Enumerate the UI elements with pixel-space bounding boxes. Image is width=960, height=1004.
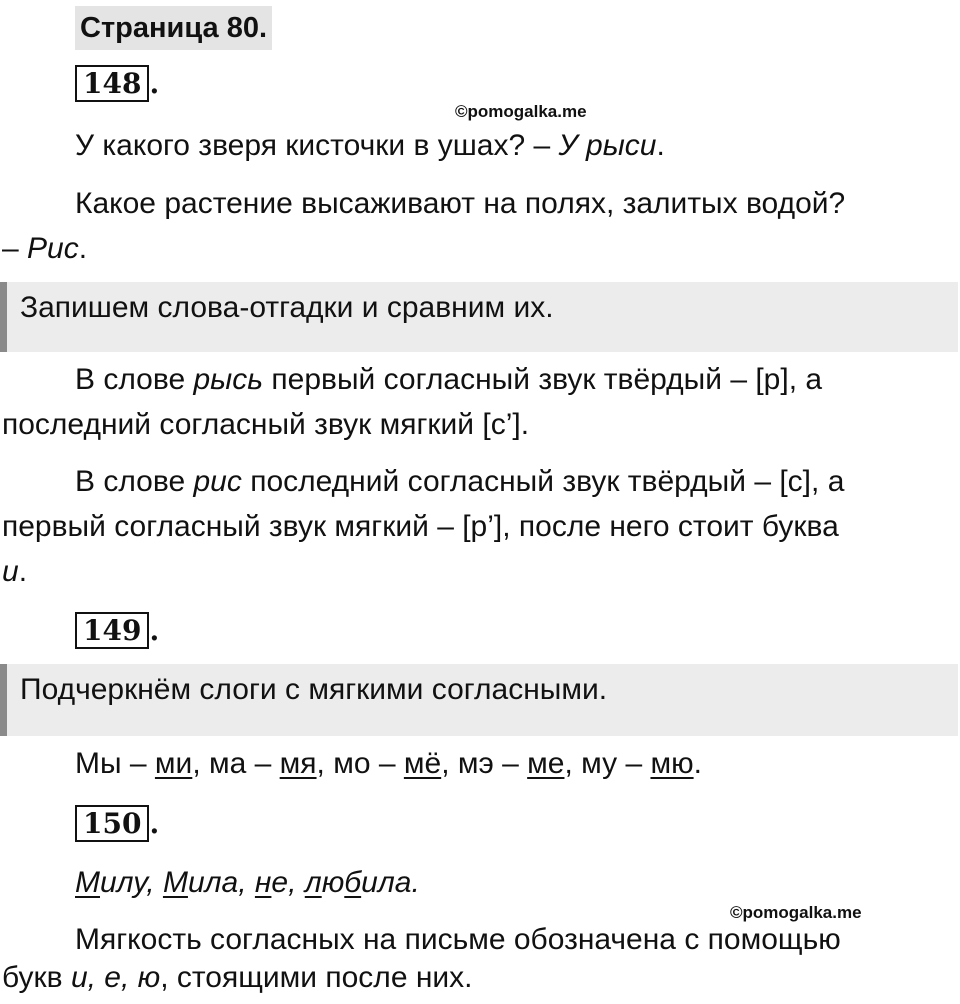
- underlined-letter: М: [162, 866, 188, 899]
- paragraph-2-line-1: [75, 462, 844, 502]
- syllable-hard: Мы: [75, 747, 122, 780]
- syllable-pairs: Мы – ми, ма – мя, мо – мё, мэ – ме, му – мю.: [75, 747, 702, 780]
- word-part: ила: [187, 866, 239, 899]
- conclusion-line-2: [2, 958, 473, 998]
- riddle-1-answer: У рыси: [558, 129, 657, 162]
- task-148-text: Запишем слова-отгадки и сравним их.: [20, 291, 554, 324]
- exercise-number-149: 149: [75, 612, 149, 649]
- syllable-soft: ме: [527, 747, 565, 780]
- exercise-number-150: 150: [75, 805, 149, 842]
- word-part: илу: [100, 866, 147, 899]
- underlined-letter: н: [254, 866, 272, 899]
- syllable-soft: мю: [650, 747, 694, 780]
- conclusion-end: , стоящими после них.: [160, 961, 473, 994]
- page-title: Страница 80.: [75, 6, 272, 50]
- conclusion-letters: и, е, ю: [70, 961, 161, 994]
- conclusion-line-1: Мягкость согласных на письме обозначена с помощью: [75, 923, 841, 956]
- word-rys: рысь: [193, 363, 264, 396]
- underlined-letter: л: [304, 866, 322, 899]
- p2-start: В слове: [75, 465, 186, 498]
- word-part: ю: [321, 866, 345, 899]
- riddle-2-answer-line: – Рис.: [2, 232, 88, 265]
- syllable-soft: мё: [403, 747, 442, 780]
- riddle-1-question: У какого зверя кисточки в ушах? –: [75, 129, 551, 162]
- task-band-149: [0, 664, 958, 736]
- syllable-hard: мэ: [457, 747, 494, 780]
- underlined-letter: б: [344, 866, 362, 899]
- riddle-2-answer: Рис: [27, 232, 79, 265]
- syllable-hard: ма: [208, 747, 247, 780]
- watermark-top: ©pomogalka.me: [455, 102, 587, 121]
- riddle-1: У какого зверя кисточки в ушах? – У рыси.: [75, 129, 665, 162]
- letter-i: и: [2, 555, 19, 588]
- exercise-148-header: 148 .: [75, 65, 159, 103]
- task-149-text: Подчеркнём слоги с мягкими согласными.: [20, 673, 608, 706]
- watermark-bottom: ©pomogalka.me: [730, 903, 862, 922]
- paragraph-2-line-3: и.: [2, 555, 28, 588]
- syllable-hard: му: [581, 747, 618, 780]
- exercise-149-header: 149 .: [75, 612, 159, 650]
- underlined-letter: М: [75, 866, 100, 899]
- syllable-hard: мо: [333, 747, 371, 780]
- p2-rest: последний согласный звук твёрдый – [с], а: [250, 465, 845, 498]
- exercise-150-header: 150 .: [75, 805, 159, 843]
- p1-rest: первый согласный звук твёрдый – [р], а: [271, 363, 823, 396]
- p1-start: В слове: [75, 363, 186, 396]
- paragraph-1-line-2: последний согласный звук мягкий [с’].: [2, 408, 530, 441]
- syllable-soft: мя: [279, 747, 317, 780]
- example-words: Милу, Мила, не, любила.: [75, 866, 420, 899]
- paragraph-2-line-2: первый согласный звук мягкий – [р’], после него стоит буква: [2, 510, 839, 543]
- conclusion-start: букв: [2, 961, 63, 994]
- word-ris: рис: [193, 465, 242, 498]
- word-part: е: [271, 866, 289, 899]
- task-band-148: [0, 282, 958, 352]
- exercise-number-148: 148: [75, 65, 149, 102]
- word-part: ила: [361, 866, 412, 899]
- riddle-2-question: Какое растение высаживают на полях, залитых водой?: [75, 187, 846, 220]
- syllable-soft: ми: [154, 747, 193, 780]
- paragraph-1-line-1: [75, 360, 822, 400]
